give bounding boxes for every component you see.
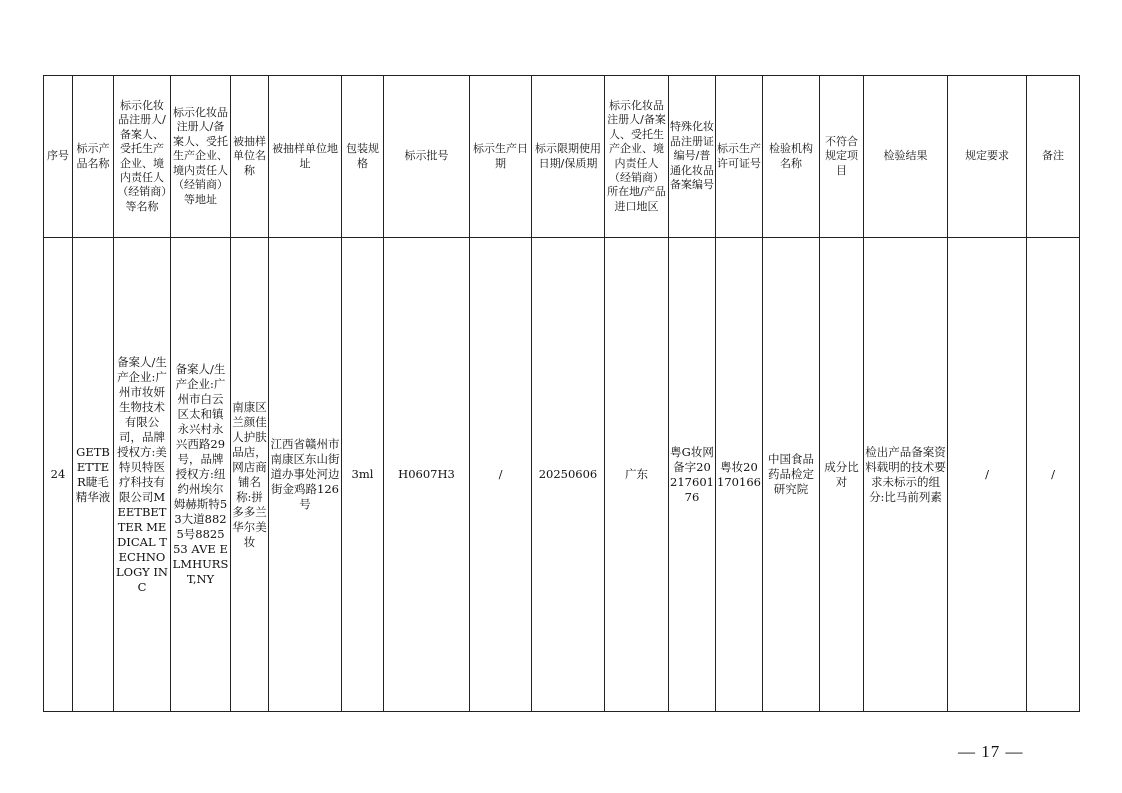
cell-sampled-address: 江西省赣州市南康区东山街道办事处河边街金鸡路126号 [269,238,342,712]
cell-inspection-org: 中国食品药品检定研究院 [763,238,820,712]
header-registration-no: 特殊化妆品注册证编号/普通化妆品备案编号 [669,76,716,238]
cell-production-date: / [470,238,532,712]
header-batch: 标示批号 [384,76,470,238]
header-result: 检验结果 [864,76,948,238]
header-license-no: 标示生产许可证号 [716,76,763,238]
header-failed-item: 不符合规定项目 [820,76,864,238]
cell-result: 检出产品备案资料载明的技术要求未标示的组分:比马前列素 [864,238,948,712]
cell-failed-item: 成分比对 [820,238,864,712]
header-inspection-org: 检验机构名称 [763,76,820,238]
cell-product-name: GETBETTER睫毛精华液 [73,238,114,712]
cell-sampled-unit: 南康区兰颜佳人护肤品店，网店商铺名称:拼多多兰华尔美妆 [231,238,269,712]
cell-registration-no: 粤G妆网备字2021760176 [669,238,716,712]
header-sampled-address: 被抽样单位地址 [269,76,342,238]
header-product-name: 标示产品名称 [73,76,114,238]
cell-package: 3ml [342,238,384,712]
cell-license-no: 粤妆20170166 [716,238,763,712]
cell-remark: / [1027,238,1080,712]
page-number: — 17 — [958,742,1024,761]
header-seq: 序号 [44,76,73,238]
header-row [44,76,1080,238]
cell-region: 广东 [605,238,669,712]
header-package: 包装规格 [342,76,384,238]
header-company-name: 标示化妆品注册人/备案人、受托生产企业、境内责任人（经销商）等名称 [114,76,171,238]
header-sampled-unit: 被抽样单位名称 [231,76,269,238]
cell-company-name: 备案人/生产企业:广州市妆妍生物技术有限公司，品牌授权方:美特贝特医疗科技有限公司MEETBETTER MEDICAL TECHNOLOGY INC [114,238,171,712]
header-requirement: 规定要求 [948,76,1027,238]
header-expiry: 标示限期使用日期/保质期 [532,76,605,238]
inspection-table [43,75,1080,712]
header-production-date: 标示生产日期 [470,76,532,238]
cell-seq: 24 [44,238,73,712]
cell-company-address: 备案人/生产企业:广州市白云区太和镇永兴村永兴西路29号，品牌授权方:纽约州埃尔姆赫斯特53大道8825号8825 53 AVE ELMHURST,NY [171,238,231,712]
header-company-address: 标示化妆品注册人/备案人、受托生产企业、境内责任人（经销商）等地址 [171,76,231,238]
header-remark: 备注 [1027,76,1080,238]
header-region: 标示化妆品注册人/备案人、受托生产企业、境内责任人（经销商）所在地/产品进口地区 [605,76,669,238]
table-row [44,238,1080,712]
cell-expiry: 20250606 [532,238,605,712]
cell-batch: H0607H3 [384,238,470,712]
cell-requirement: / [948,238,1027,712]
